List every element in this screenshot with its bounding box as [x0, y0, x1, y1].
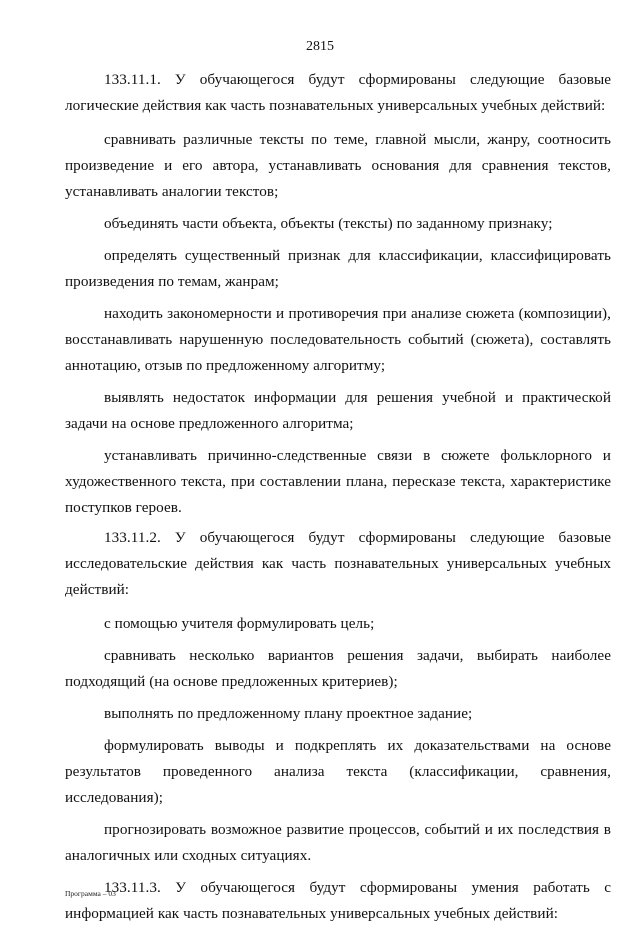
list-item: прогнозировать возможное развитие процессов, событий и их последствия в аналогичных или сходных ситуациях.: [65, 821, 611, 864]
list-item: находить закономерности и противоречия при анализе сюжета (композиции), восстанавливать нарушенную последовательность событий (сюжета), составлять аннотацию, отзыв по предложенному алгоритму;: [65, 305, 611, 374]
paragraph-section-133-11-3: 133.11.3. У обучающегося будут сформированы умения работать с информацией как часть познавательных универсальных учебных действий:: [65, 879, 611, 922]
list-item: сравнивать различные тексты по теме, главной мысли, жанру, соотносить произведение и его автора, устанавливать основания для сравнения текстов, устанавливать аналогии текстов;: [65, 131, 611, 200]
list-item: сравнивать несколько вариантов решения задачи, выбирать наиболее подходящий (на основе предложенных критериев);: [65, 647, 611, 690]
paragraph-section-133-11-1: 133.11.1. У обучающегося будут сформированы следующие базовые логические действия как часть познавательных универсальных учебных действий:: [65, 71, 611, 114]
list-item: выполнять по предложенному плану проектное задание;: [104, 705, 473, 722]
footer-label: Программа – 03: [65, 889, 116, 898]
paragraph-section-133-11-2: 133.11.2. У обучающегося будут сформированы следующие базовые исследовательские действия как часть познавательных универсальных учебных действий:: [65, 529, 611, 598]
document-body: [65, 67, 611, 927]
list-item: устанавливать причинно-следственные связи в сюжете фольклорного и художественного текста, при составлении плана, пересказе текста, характеристике поступков героев.: [65, 447, 611, 516]
list-item: с помощью учителя формулировать цель;: [104, 615, 375, 632]
list-item: определять существенный признак для классификации, классифицировать произведения по темам, жанрам;: [65, 247, 611, 290]
list-item: объединять части объекта, объекты (тексты) по заданному признаку;: [104, 215, 553, 232]
list-item: выявлять недостаток информации для решения учебной и практической задачи на основе предложенного алгоритма;: [65, 389, 611, 432]
page-number: 2815: [306, 39, 334, 54]
list-item: формулировать выводы и подкреплять их доказательствами на основе результатов проведенного анализа текста (классификации, сравнения, исследования);: [65, 737, 611, 806]
